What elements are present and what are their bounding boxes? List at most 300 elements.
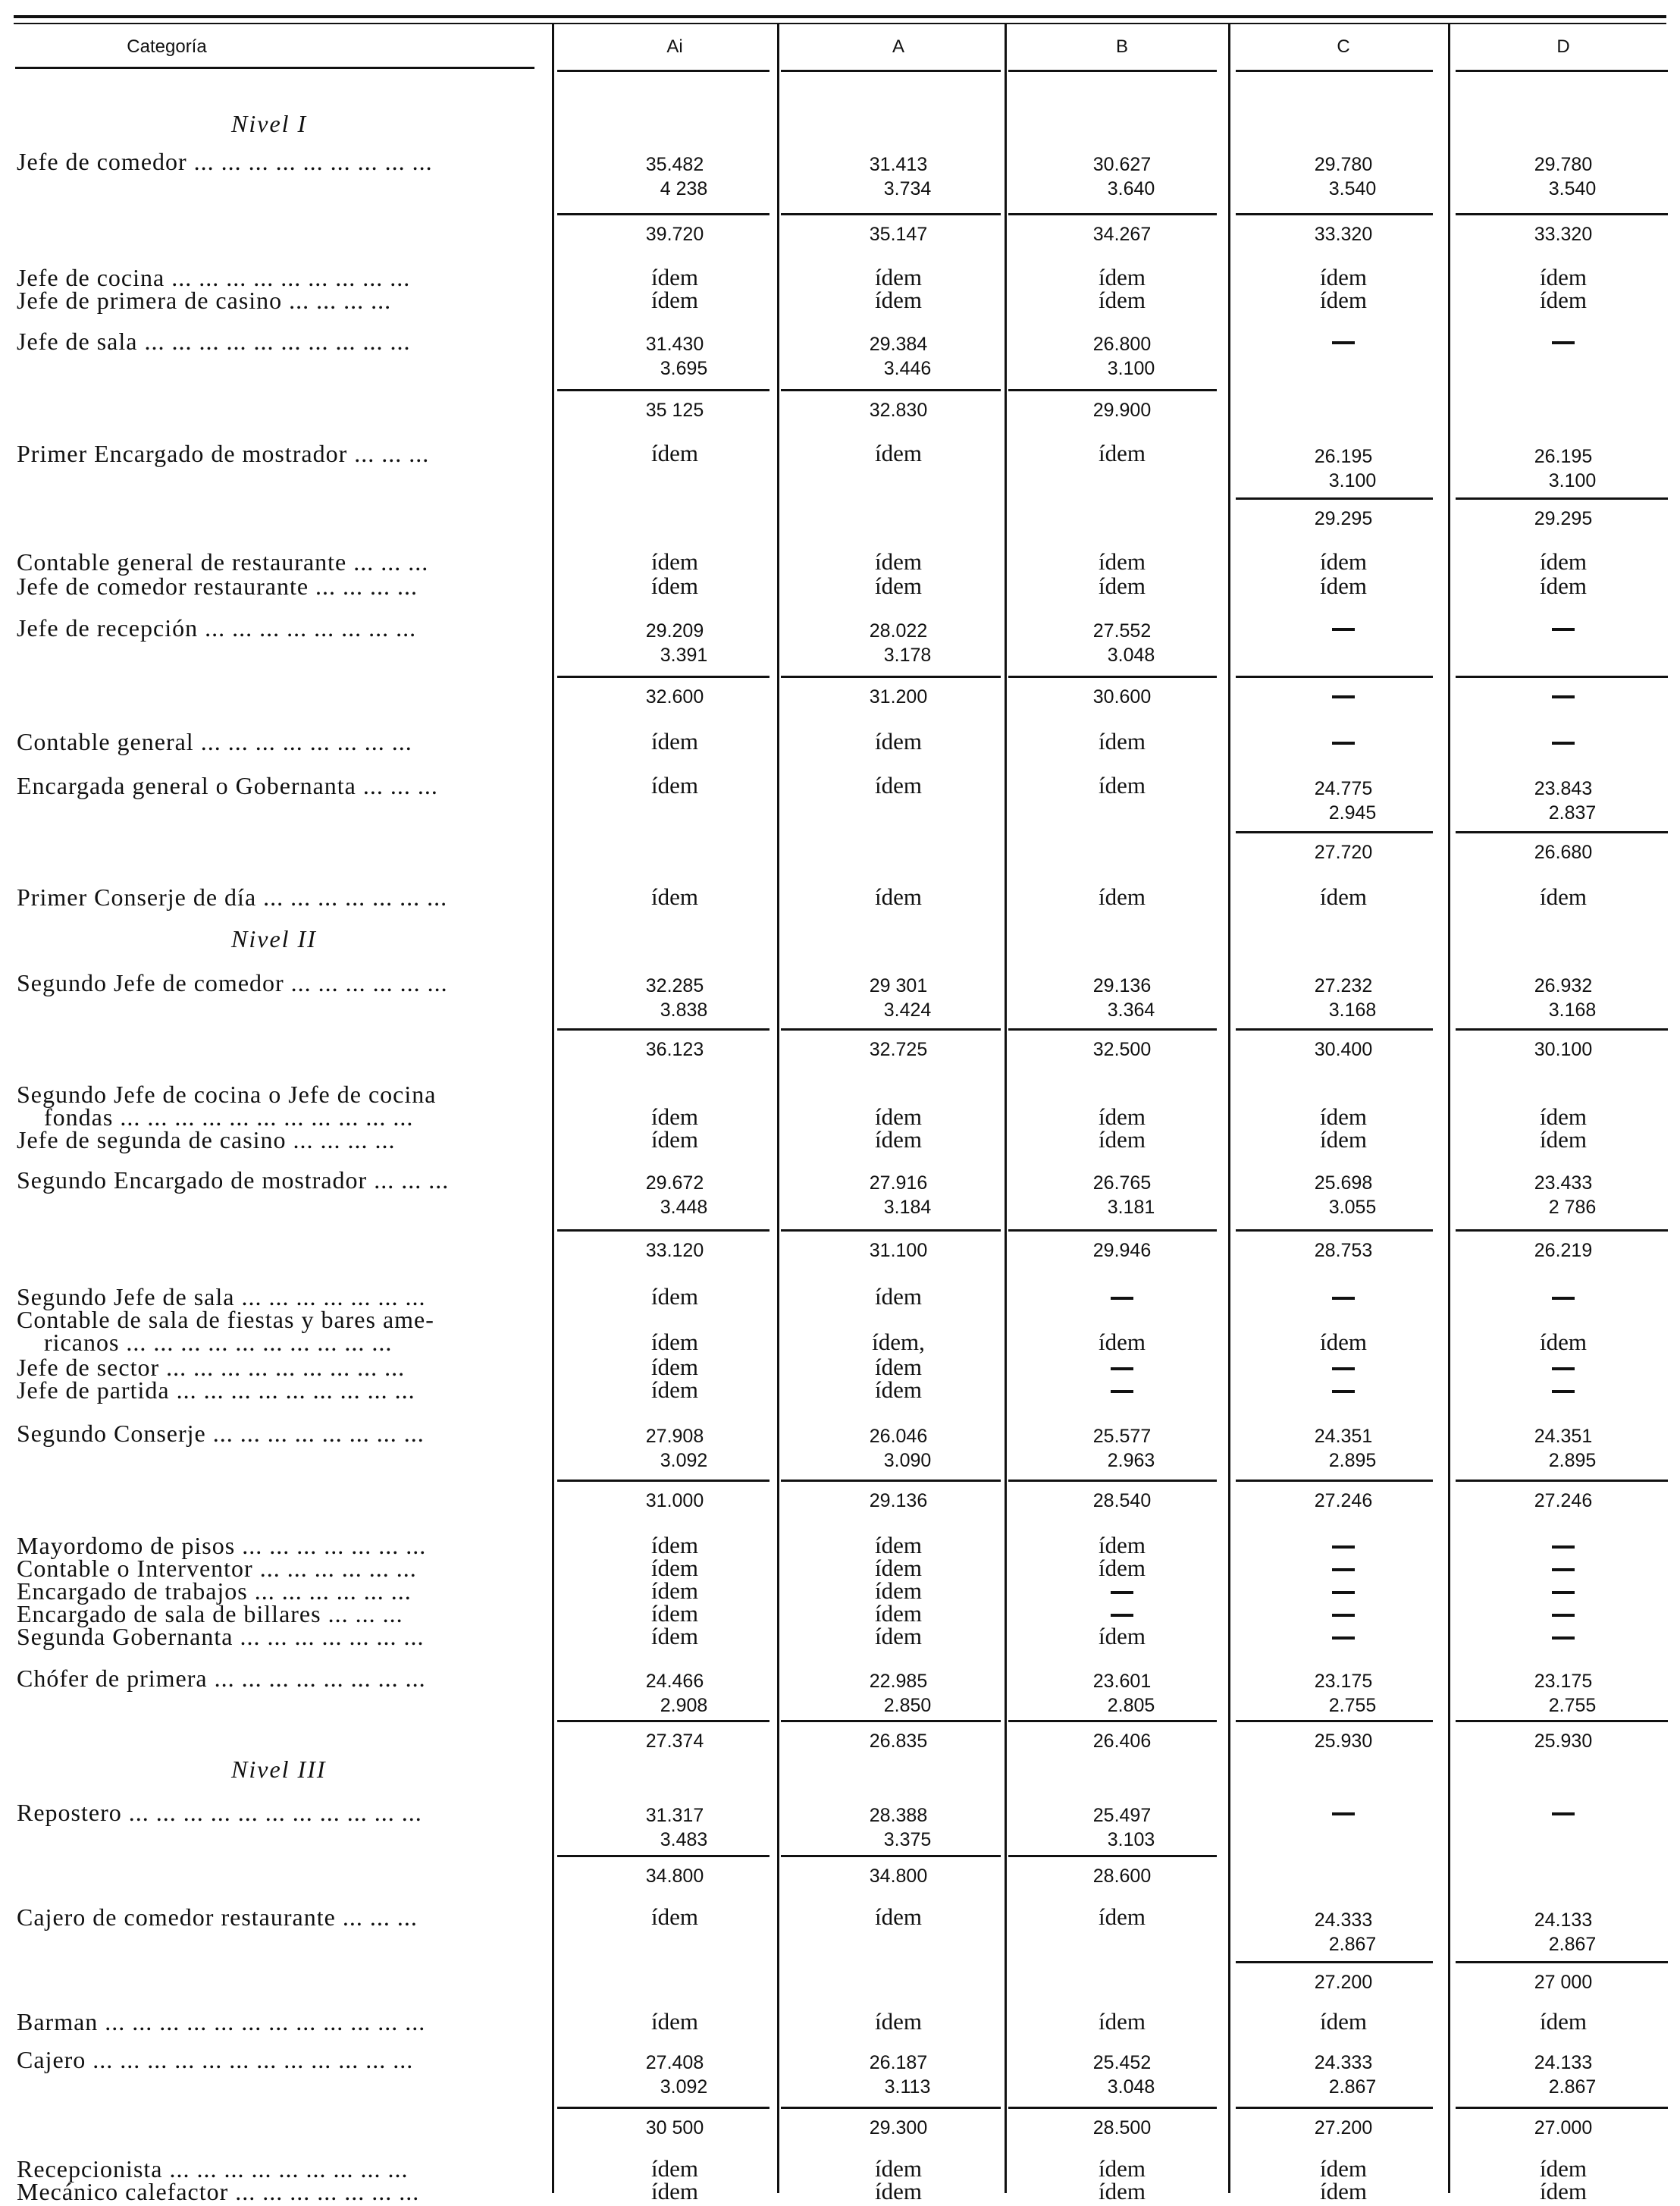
salary-value: 29.136 xyxy=(1092,975,1152,996)
header-underline xyxy=(557,70,769,72)
dash-mark xyxy=(1332,1614,1355,1617)
cell-text: ídem xyxy=(875,772,922,799)
salary-value: 4 238 xyxy=(660,178,708,199)
salary-value: 2.867 xyxy=(1328,2076,1377,2098)
subtotal-rule xyxy=(1008,1028,1217,1031)
header-underline xyxy=(1456,70,1668,72)
salary-value: 3.092 xyxy=(660,2076,708,2098)
cell-text: ídem xyxy=(651,1126,698,1153)
category-label: Segunda Gobernanta ... ... ... ... ... ... ... xyxy=(17,1623,425,1650)
subtotal-value: 27.720 xyxy=(1314,842,1373,863)
subtotal-rule xyxy=(1456,1961,1668,1963)
subtotal-rule xyxy=(1236,1720,1433,1722)
subtotal-value: 26.219 xyxy=(1534,1240,1593,1261)
subtotal-value: 29.295 xyxy=(1534,508,1593,529)
subtotal-rule xyxy=(1236,1028,1433,1031)
cell-text: ídem xyxy=(875,548,922,575)
category-label: Primer Encargado de mostrador ... ... ... xyxy=(17,440,430,467)
cell-text: ídem xyxy=(875,1103,922,1130)
salary-value: 25.497 xyxy=(1092,1805,1152,1826)
cell-text: ídem xyxy=(651,1532,698,1558)
subtotal-rule xyxy=(1456,676,1668,678)
subtotal-rule xyxy=(1008,1480,1217,1482)
category-label: fondas ... ... ... ... ... ... ... ... ... ... ... xyxy=(17,1103,414,1131)
salary-value: 3.640 xyxy=(1107,178,1155,199)
subtotal-rule xyxy=(557,389,769,391)
header-underline xyxy=(781,70,1001,72)
cell-text: ídem xyxy=(651,2155,698,2182)
salary-value: 26.800 xyxy=(1092,334,1152,355)
cell-text: ídem xyxy=(1540,2155,1587,2182)
subtotal-rule xyxy=(557,1720,769,1722)
subtotal-value: 30.400 xyxy=(1314,1039,1373,1060)
cell-text: ídem xyxy=(875,1283,922,1310)
category-label: Mecánico calefactor ... ... ... ... ... ... ... xyxy=(17,2178,420,2205)
dash-mark xyxy=(1332,1591,1355,1594)
subtotal-value: 29.295 xyxy=(1314,508,1373,529)
top-rule-1 xyxy=(14,15,1666,18)
cell-text: ídem xyxy=(651,2008,698,2035)
cell-text: ídem xyxy=(1099,1329,1146,1355)
subtotal-value: 34.800 xyxy=(869,1866,928,1887)
salary-value: 23.843 xyxy=(1534,778,1593,799)
subtotal-rule xyxy=(1236,1961,1433,1963)
cell-text: ídem xyxy=(1540,2178,1587,2204)
cell-text: ídem xyxy=(1099,1903,1146,1930)
dash-mark xyxy=(1552,1812,1575,1815)
salary-value: 29.384 xyxy=(869,334,928,355)
salary-value: 29.209 xyxy=(645,620,704,642)
cell-text: ídem xyxy=(1099,1126,1146,1153)
category-label: Contable o Interventor ... ... ... ... ... ... xyxy=(17,1555,417,1582)
salary-value: 3.184 xyxy=(883,1197,932,1218)
salary-value: 27.232 xyxy=(1314,975,1373,996)
salary-value: 23.175 xyxy=(1534,1671,1593,1692)
category-label: Contable general de restaurante ... ... ... xyxy=(17,548,429,576)
subtotal-value: 27.200 xyxy=(1314,2117,1373,2139)
subtotal-value: 30.600 xyxy=(1092,686,1152,708)
category-label: Cajero ... ... ... ... ... ... ... ... ... ... ... ... xyxy=(17,2046,414,2073)
subtotal-rule xyxy=(1456,1028,1668,1031)
salary-value: 22.985 xyxy=(869,1671,928,1692)
subtotal-value: 32.600 xyxy=(645,686,704,708)
cell-text: ídem xyxy=(875,264,922,290)
subtotal-rule xyxy=(1008,2107,1217,2109)
subtotal-rule xyxy=(1456,2107,1668,2109)
salary-value: 27.408 xyxy=(645,2052,704,2073)
dash-mark xyxy=(1332,628,1355,631)
salary-value: 2.867 xyxy=(1328,1934,1377,1955)
subtotal-value: 31.100 xyxy=(869,1240,928,1261)
dash-mark xyxy=(1332,1297,1355,1300)
column-divider xyxy=(552,24,554,2193)
subtotal-rule xyxy=(781,2107,1001,2109)
salary-value: 23.433 xyxy=(1534,1172,1593,1194)
category-label: Segundo Encargado de mostrador ... ... ... xyxy=(17,1166,450,1194)
salary-value: 3.446 xyxy=(883,358,932,379)
subtotal-rule xyxy=(1456,213,1668,215)
subtotal-value: 25.930 xyxy=(1534,1731,1593,1752)
subtotal-rule xyxy=(557,2107,769,2109)
dash-mark xyxy=(1552,695,1575,698)
dash-mark xyxy=(1111,1591,1133,1594)
subtotal-rule xyxy=(1008,1720,1217,1722)
dash-mark xyxy=(1332,341,1355,344)
salary-value: 2.867 xyxy=(1548,2076,1597,2098)
salary-value: 24.133 xyxy=(1534,2052,1593,2073)
cell-text: ídem xyxy=(1320,1126,1367,1153)
subtotal-value: 27.246 xyxy=(1314,1490,1373,1511)
category-label: Recepcionista ... ... ... ... ... ... ... ... ... xyxy=(17,2155,409,2182)
category-label: Encargado de trabajos ... ... ... ... ... ... xyxy=(17,1577,412,1605)
level-heading: Nivel III xyxy=(231,1756,327,1783)
category-label: Jefe de primera de casino ... ... ... ... xyxy=(17,287,392,314)
category-label: Jefe de cocina ... ... ... ... ... ... ... ... ... xyxy=(17,264,411,291)
subtotal-rule xyxy=(557,1855,769,1857)
subtotal-value: 27.374 xyxy=(645,1731,704,1752)
dash-mark xyxy=(1552,1545,1575,1549)
category-label: Chófer de primera ... ... ... ... ... ... ... ... xyxy=(17,1665,426,1692)
cell-text: ídem xyxy=(875,287,922,313)
salary-value: 28.388 xyxy=(869,1805,928,1826)
salary-value: 3.048 xyxy=(1107,645,1155,666)
subtotal-value: 27.000 xyxy=(1534,2117,1593,2139)
salary-value: 2.867 xyxy=(1548,1934,1597,1955)
cell-text: ídem, xyxy=(872,1329,925,1355)
cell-text: ídem xyxy=(875,1532,922,1558)
dash-mark xyxy=(1552,628,1575,631)
salary-value: 35.482 xyxy=(645,154,704,175)
subtotal-value: 32.725 xyxy=(869,1039,928,1060)
column-divider xyxy=(1005,24,1007,2193)
cell-text: ídem xyxy=(875,440,922,466)
cell-text: ídem xyxy=(875,1555,922,1581)
cell-text: ídem xyxy=(1099,772,1146,799)
subtotal-value: 27 000 xyxy=(1534,1972,1593,1993)
subtotal-rule xyxy=(1456,1229,1668,1232)
cell-text: ídem xyxy=(875,2008,922,2035)
subtotal-value: 32.500 xyxy=(1092,1039,1152,1060)
cell-text: ídem xyxy=(1099,2008,1146,2035)
cell-text: ídem xyxy=(1099,573,1146,599)
dash-mark xyxy=(1552,1367,1575,1370)
subtotal-rule xyxy=(1236,213,1433,215)
dash-mark xyxy=(1332,1367,1355,1370)
salary-value: 3.424 xyxy=(883,999,932,1021)
salary-value: 26.195 xyxy=(1534,446,1593,467)
salary-value: 29 301 xyxy=(869,975,928,996)
column-divider xyxy=(777,24,779,2193)
salary-value: 29.780 xyxy=(1314,154,1373,175)
salary-value: 3.178 xyxy=(883,645,932,666)
dash-mark xyxy=(1332,1568,1355,1571)
salary-value: 3.375 xyxy=(883,1829,932,1850)
column-header: C xyxy=(1337,36,1350,57)
cell-text: ídem xyxy=(651,728,698,755)
salary-value: 31.430 xyxy=(645,334,704,355)
dash-mark xyxy=(1111,1614,1133,1617)
category-label: ricanos ... ... ... ... ... ... ... ... ... ... xyxy=(17,1329,393,1356)
subtotal-rule xyxy=(781,1480,1001,1482)
cell-text: ídem xyxy=(651,264,698,290)
cell-text: ídem xyxy=(1540,573,1587,599)
salary-value: 24.333 xyxy=(1314,2052,1373,2073)
dash-mark xyxy=(1552,1568,1575,1571)
salary-value: 23.601 xyxy=(1092,1671,1152,1692)
salary-value: 31.413 xyxy=(869,154,928,175)
salary-value: 3.048 xyxy=(1107,2076,1155,2098)
subtotal-value: 30.100 xyxy=(1534,1039,1593,1060)
salary-value: 2 786 xyxy=(1548,1197,1597,1218)
salary-value: 3.100 xyxy=(1107,358,1155,379)
top-rule-2 xyxy=(14,23,1666,24)
dash-mark xyxy=(1552,1614,1575,1617)
cell-text: ídem xyxy=(1099,1623,1146,1649)
dash-mark xyxy=(1552,742,1575,745)
salary-value: 25.577 xyxy=(1092,1426,1152,1447)
salary-value: 29.780 xyxy=(1534,154,1593,175)
header-underline xyxy=(15,67,534,69)
cell-text: ídem xyxy=(651,1283,698,1310)
subtotal-value: 31.200 xyxy=(869,686,928,708)
cell-text: ídem xyxy=(1320,1103,1367,1130)
salary-value: 3.540 xyxy=(1548,178,1597,199)
salary-value: 3.092 xyxy=(660,1450,708,1471)
salary-value: 26.932 xyxy=(1534,975,1593,996)
dash-mark xyxy=(1111,1390,1133,1393)
cell-text: ídem xyxy=(651,1329,698,1355)
subtotal-rule xyxy=(1236,1480,1433,1482)
salary-value: 3.540 xyxy=(1328,178,1377,199)
cell-text: ídem xyxy=(651,1577,698,1604)
subtotal-value: 32.830 xyxy=(869,400,928,421)
category-label: Encargado de sala de billares ... ... ... xyxy=(17,1600,403,1627)
category-label: Jefe de recepción ... ... ... ... ... ... ... ... xyxy=(17,614,417,642)
cell-text: ídem xyxy=(651,1600,698,1627)
subtotal-rule xyxy=(1236,497,1433,500)
cell-text: ídem xyxy=(1099,1555,1146,1581)
cell-text: ídem xyxy=(1540,1126,1587,1153)
subtotal-value: 29.946 xyxy=(1092,1240,1152,1261)
level-heading: Nivel I xyxy=(231,110,308,137)
subtotal-value: 28.500 xyxy=(1092,2117,1152,2139)
category-label: Jefe de comedor ... ... ... ... ... ... ... ... ... xyxy=(17,148,433,175)
cell-text: ídem xyxy=(875,1376,922,1403)
salary-value: 3.695 xyxy=(660,358,708,379)
salary-value: 24.133 xyxy=(1534,1909,1593,1931)
salary-value: 3.391 xyxy=(660,645,708,666)
category-label: Primer Conserje de día ... ... ... ... ... ... ... xyxy=(17,883,448,911)
column-divider xyxy=(1228,24,1230,2193)
salary-value: 25.698 xyxy=(1314,1172,1373,1194)
subtotal-value: 34.267 xyxy=(1092,224,1152,245)
cell-text: ídem xyxy=(1320,2178,1367,2204)
cell-text: ídem xyxy=(875,1903,922,1930)
salary-value: 3.168 xyxy=(1328,999,1377,1021)
salary-value: 3.181 xyxy=(1107,1197,1155,1218)
dash-mark xyxy=(1332,695,1355,698)
salary-value: 3.168 xyxy=(1548,999,1597,1021)
dash-mark xyxy=(1552,1636,1575,1640)
column-header: B xyxy=(1115,36,1128,57)
salary-value: 2.908 xyxy=(660,1695,708,1716)
subtotal-rule xyxy=(1008,1855,1217,1857)
cell-text: ídem xyxy=(651,2178,698,2204)
column-header: Ai xyxy=(666,36,683,57)
cell-text: ídem xyxy=(875,1600,922,1627)
subtotal-rule xyxy=(781,213,1001,215)
salary-value: 2.837 xyxy=(1548,802,1597,824)
cell-text: ídem xyxy=(1540,883,1587,910)
column-divider xyxy=(1448,24,1450,2193)
subtotal-value: 35.147 xyxy=(869,224,928,245)
salary-value: 3.100 xyxy=(1328,470,1377,491)
salary-value: 3.734 xyxy=(883,178,932,199)
column-header: D xyxy=(1556,36,1570,57)
category-label: Contable de sala de fiestas y bares ame- xyxy=(17,1306,434,1333)
salary-value: 24.466 xyxy=(645,1671,704,1692)
category-label: Jefe de segunda de casino ... ... ... ... xyxy=(17,1126,396,1153)
subtotal-value: 27.246 xyxy=(1534,1490,1593,1511)
dash-mark xyxy=(1111,1367,1133,1370)
cell-text: ídem xyxy=(875,1126,922,1153)
header-underline xyxy=(1236,70,1433,72)
category-label: Jefe de comedor restaurante ... ... ... ... xyxy=(17,573,418,600)
category-label: Segundo Jefe de comedor ... ... ... ... ... ... xyxy=(17,969,448,996)
subtotal-value: 39.720 xyxy=(645,224,704,245)
cell-text: ídem xyxy=(651,772,698,799)
dash-mark xyxy=(1332,1636,1355,1640)
subtotal-value: 29.136 xyxy=(869,1490,928,1511)
subtotal-value: 29.900 xyxy=(1092,400,1152,421)
dash-mark xyxy=(1552,1591,1575,1594)
subtotal-value: 33.320 xyxy=(1314,224,1373,245)
subtotal-rule xyxy=(781,1028,1001,1031)
subtotal-rule xyxy=(1456,831,1668,833)
subtotal-value: 35 125 xyxy=(645,400,704,421)
category-label: Jefe de sala ... ... ... ... ... ... ... ... ... ... xyxy=(17,328,411,355)
category-label: Repostero ... ... ... ... ... ... ... ... ... ... ... xyxy=(17,1799,422,1826)
subtotal-rule xyxy=(1456,497,1668,500)
salary-value: 26.765 xyxy=(1092,1172,1152,1194)
salary-value: 3.090 xyxy=(883,1450,932,1471)
salary-value: 3.483 xyxy=(660,1829,708,1850)
cell-text: ídem xyxy=(651,1354,698,1380)
subtotal-value: 30 500 xyxy=(645,2117,704,2139)
cell-text: ídem xyxy=(875,573,922,599)
dash-mark xyxy=(1332,1545,1355,1549)
cell-text: ídem xyxy=(1540,548,1587,575)
dash-mark xyxy=(1552,1297,1575,1300)
cell-text: ídem xyxy=(1099,883,1146,910)
salary-value: 3.100 xyxy=(1548,470,1597,491)
cell-text: ídem xyxy=(1099,440,1146,466)
subtotal-value: 33.120 xyxy=(645,1240,704,1261)
subtotal-rule xyxy=(1456,1720,1668,1722)
category-label: Segundo Jefe de sala ... ... ... ... ... ... ... xyxy=(17,1283,426,1310)
salary-value: 2.895 xyxy=(1328,1450,1377,1471)
cell-text: ídem xyxy=(875,2178,922,2204)
salary-value: 2.895 xyxy=(1548,1450,1597,1471)
salary-value: 2.963 xyxy=(1107,1450,1155,1471)
subtotal-value: 28.600 xyxy=(1092,1866,1152,1887)
cell-text: ídem xyxy=(651,1903,698,1930)
level-heading: Nivel II xyxy=(231,925,317,952)
cell-text: ídem xyxy=(1320,2155,1367,2182)
cell-text: ídem xyxy=(1320,1329,1367,1355)
dash-mark xyxy=(1332,742,1355,745)
category-label: Encargada general o Gobernanta ... ... ... xyxy=(17,772,438,799)
salary-value: 26.195 xyxy=(1314,446,1373,467)
cell-text: ídem xyxy=(651,1623,698,1649)
category-label: Barman ... ... ... ... ... ... ... ... ... ... ... ... xyxy=(17,2008,426,2035)
cell-text: ídem xyxy=(1099,728,1146,755)
salary-value: 23.175 xyxy=(1314,1671,1373,1692)
salary-value: 3.838 xyxy=(660,999,708,1021)
subtotal-rule xyxy=(1008,1229,1217,1232)
salary-value: 2.945 xyxy=(1328,802,1377,824)
cell-text: ídem xyxy=(1320,548,1367,575)
salary-value: 3.103 xyxy=(1107,1829,1155,1850)
dash-mark xyxy=(1552,341,1575,344)
subtotal-rule xyxy=(781,389,1001,391)
subtotal-rule xyxy=(781,1720,1001,1722)
cell-text: ídem xyxy=(651,440,698,466)
salary-value: 28.022 xyxy=(869,620,928,642)
salary-value: 3.364 xyxy=(1107,999,1155,1021)
dash-mark xyxy=(1332,1812,1355,1815)
category-label: Cajero de comedor restaurante ... ... ... xyxy=(17,1903,418,1931)
cell-text: ídem xyxy=(875,1354,922,1380)
salary-value: 24.351 xyxy=(1534,1426,1593,1447)
subtotal-rule xyxy=(1236,1229,1433,1232)
subtotal-rule xyxy=(1236,676,1433,678)
salary-value: 2.755 xyxy=(1548,1695,1597,1716)
salary-value: 31.317 xyxy=(645,1805,704,1826)
cell-text: ídem xyxy=(651,548,698,575)
salary-value: 26.046 xyxy=(869,1426,928,1447)
salary-value: 30.627 xyxy=(1092,154,1152,175)
subtotal-rule xyxy=(557,1028,769,1031)
cell-text: ídem xyxy=(1099,2155,1146,2182)
category-label: Jefe de partida ... ... ... ... ... ... ... ... ... xyxy=(17,1376,415,1404)
salary-value: 27.916 xyxy=(869,1172,928,1194)
salary-value: 29.672 xyxy=(645,1172,704,1194)
subtotal-rule xyxy=(557,1480,769,1482)
subtotal-rule xyxy=(1236,2107,1433,2109)
salary-value: 2.805 xyxy=(1107,1695,1155,1716)
salary-value: 32.285 xyxy=(645,975,704,996)
cell-text: ídem xyxy=(875,1623,922,1649)
subtotal-rule xyxy=(557,1229,769,1232)
cell-text: ídem xyxy=(1099,264,1146,290)
cell-text: ídem xyxy=(651,1103,698,1130)
cell-text: ídem xyxy=(1540,287,1587,313)
subtotal-rule xyxy=(1008,676,1217,678)
header-underline xyxy=(1008,70,1217,72)
salary-value: 24.775 xyxy=(1314,778,1373,799)
cell-text: ídem xyxy=(875,1577,922,1604)
cell-text: ídem xyxy=(651,1555,698,1581)
category-label: Segundo Conserje ... ... ... ... ... ... ... ... xyxy=(17,1420,425,1447)
salary-value: 27.552 xyxy=(1092,620,1152,642)
subtotal-rule xyxy=(557,676,769,678)
cell-text: ídem xyxy=(651,1376,698,1403)
salary-value: 27.908 xyxy=(645,1426,704,1447)
subtotal-rule xyxy=(1456,1480,1668,1482)
salary-value: 3.448 xyxy=(660,1197,708,1218)
subtotal-value: 31.000 xyxy=(645,1490,704,1511)
